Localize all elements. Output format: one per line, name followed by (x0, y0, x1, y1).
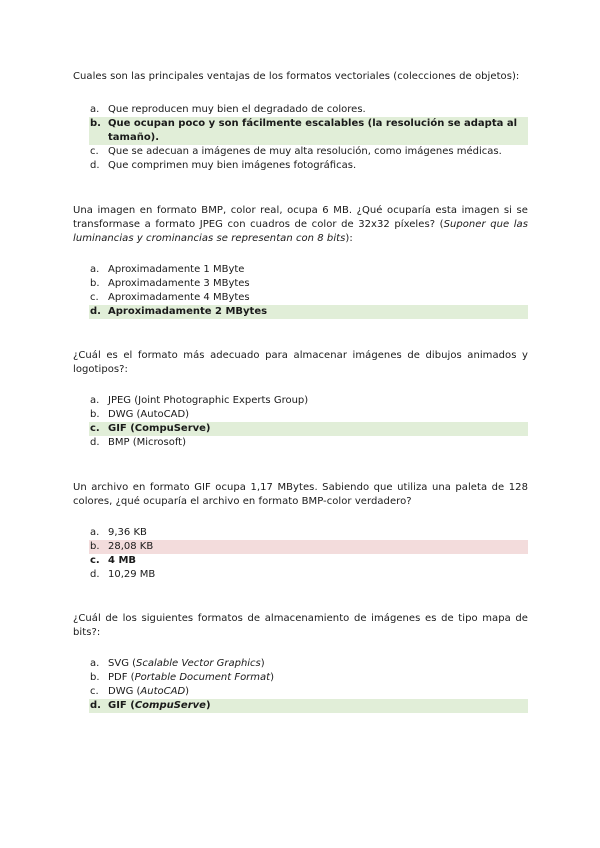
option-text: Que reproducen muy bien el degradado de colores. (108, 104, 366, 115)
option-label: b. (90, 118, 101, 129)
option-end: ) (260, 658, 265, 669)
option-end: ) (185, 686, 190, 697)
question-4-option-b (89, 540, 528, 554)
option-label: c. (90, 292, 99, 303)
option-text: SVG ( (108, 658, 137, 669)
question-3-option-b (89, 408, 528, 422)
option-italic-text: AutoCAD (140, 686, 186, 697)
option-label: b. (90, 541, 100, 552)
question-3-option-a (89, 394, 528, 408)
question-5-option-d (89, 699, 528, 713)
option-label: a. (90, 395, 100, 406)
option-text: GIF (CompuServe) (108, 423, 211, 434)
question-1-prompt: Cuales son las principales ventajas de los formatos vectoriales (colecciones de objetos): (73, 71, 520, 82)
option-label: c. (90, 686, 99, 697)
option-label: c. (90, 423, 100, 434)
option-text: 28,08 KB (108, 541, 154, 552)
option-italic-text: Portable Document Format (134, 672, 271, 683)
option-text: Que comprimen muy bien imágenes fotográficas. (108, 160, 357, 171)
question-4-option-a (89, 526, 528, 540)
question-3-option-d (89, 436, 528, 450)
option-label: d. (90, 700, 101, 711)
option-text: 4 MB (108, 555, 137, 566)
question-2-prompt (73, 204, 528, 246)
option-italic-text: Scalable Vector Graphics (136, 658, 261, 669)
question-2-option-b (89, 277, 528, 291)
prompt-italic-text: Suponer que las luminancias y crominancias se representan con 8 bits (73, 219, 528, 244)
question-2-options (89, 263, 528, 319)
prompt-text: Una imagen en formato BMP, color real, ocupa 6 MB. ¿Qué ocuparía esta imagen si se transformase a formato JPEG con cuadros de color de 32x32 píxeles? ( (73, 205, 528, 230)
option-text: JPEG (Joint Photographic Experts Group) (108, 395, 309, 406)
question-1-option-a (89, 103, 528, 117)
option-label: c. (90, 146, 99, 157)
option-text: DWG ( (108, 686, 141, 697)
question-5-prompt: ¿Cuál de los siguientes formatos de almacenamiento de imágenes es de tipo mapa de bits?: (73, 613, 528, 638)
question-1-options (89, 103, 528, 173)
option-label: a. (90, 104, 100, 115)
option-label: b. (90, 672, 100, 683)
option-label: b. (90, 278, 100, 289)
option-label: c. (90, 555, 100, 566)
question-2-option-d (89, 305, 528, 319)
option-label: d. (90, 569, 100, 580)
question-5-option-c (89, 685, 528, 699)
question-3-options (89, 394, 528, 450)
option-label: d. (90, 437, 100, 448)
option-label: a. (90, 264, 100, 275)
option-text: Aproximadamente 4 MBytes (108, 292, 250, 303)
question-1-option-b (89, 117, 528, 145)
question-1-option-d (89, 159, 528, 173)
option-label: d. (90, 160, 100, 171)
option-text: 10,29 MB (108, 569, 156, 580)
option-text: BMP (Microsoft) (108, 437, 187, 448)
option-text: Que ocupan poco y son fácilmente escalables (la resolución se adapta al tamaño). (108, 118, 518, 143)
option-text: 9,36 KB (108, 527, 147, 538)
option-text: Aproximadamente 1 MByte (108, 264, 245, 275)
question-2-option-a (89, 263, 528, 277)
question-2-option-c (89, 291, 528, 305)
option-label: a. (90, 658, 100, 669)
option-italic-text: CompuServe (134, 700, 206, 711)
question-1-option-c (89, 145, 528, 159)
question-5-options (89, 657, 528, 713)
question-4-prompt: Un archivo en formato GIF ocupa 1,17 MBytes. Sabiendo que utiliza una paleta de 128 colores, ¿qué ocuparía el archivo en formato BMP-color verdadero? (73, 482, 528, 507)
question-4-option-c (89, 554, 528, 568)
option-text: DWG (AutoCAD) (108, 409, 190, 420)
option-text: GIF ( (108, 700, 135, 711)
option-label: d. (90, 306, 101, 317)
prompt-end: ): (345, 233, 353, 244)
option-text: PDF ( (108, 672, 135, 683)
question-5-option-a (89, 657, 528, 671)
question-3-option-c (89, 422, 528, 436)
option-label: a. (90, 527, 100, 538)
option-text: Que se adecuan a imágenes de muy alta resolución, como imágenes médicas. (108, 146, 502, 157)
option-text: Aproximadamente 3 MBytes (108, 278, 250, 289)
question-4-options (89, 526, 528, 582)
option-end: ) (205, 700, 211, 711)
option-text: Aproximadamente 2 MBytes (108, 306, 268, 317)
option-label: b. (90, 409, 100, 420)
question-4-option-d (89, 568, 528, 582)
question-5-option-b (89, 671, 528, 685)
question-3-prompt: ¿Cuál es el formato más adecuado para almacenar imágenes de dibujos animados y logotipos?: (73, 350, 528, 375)
option-end: ) (270, 672, 274, 683)
